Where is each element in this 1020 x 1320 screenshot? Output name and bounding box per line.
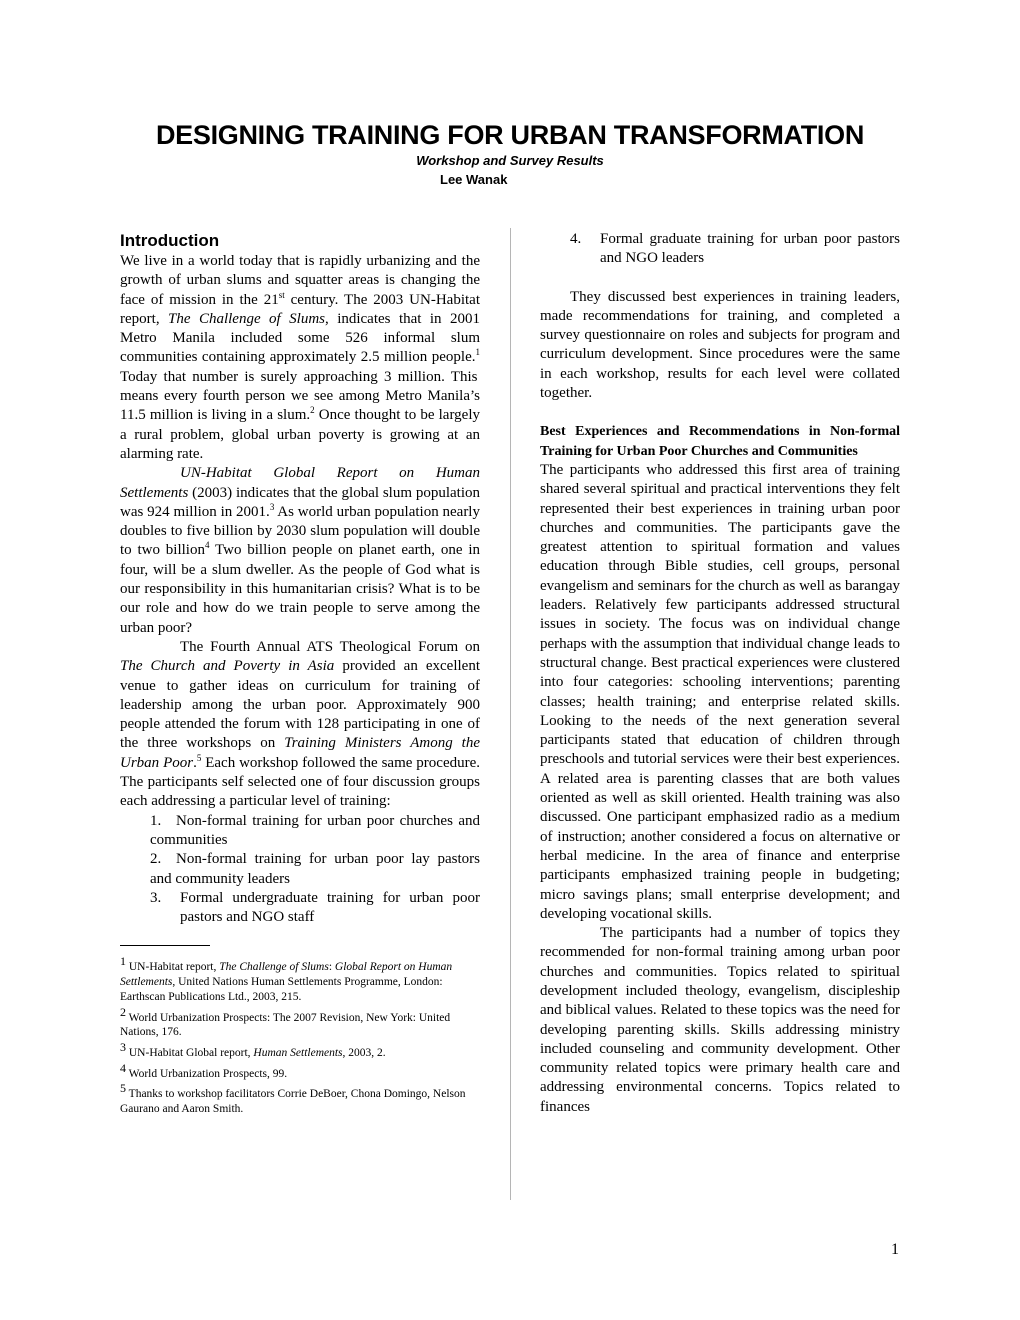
footnote-ref-2: 2 (310, 405, 315, 416)
footnote-ref-1: 1 (475, 347, 480, 358)
list-item: 4. Formal graduate training for urban poor pastors and NGO leaders (570, 231, 900, 267)
footnote-separator (120, 945, 210, 946)
column-divider (510, 228, 511, 1200)
intro-paragraph-1: We live in a world today that is rapidly urbanizing and the growth of urban slums and squatter areas is changing the face of mission in the 21st century. The 2003 UN-Habitat report, The Challenge of Slums, indicates that in 2001 Metro Manila included some 526 informal slum communities containing approximately 2.5 million people.$^1$ Today that number is surely approaching 3 million. This means every fourth person we see among Metro Manila’s 11.5 million is living in a slum.$^2$ Once thought to be largely a rural problem, global urban poverty is growing at an alarming rate. (120, 253, 480, 462)
footnote-2: 2 World Urbanization Prospects: The 2007 Revision, New York: United Nations, 176. (120, 1004, 451, 1039)
list-item: 2. Non-formal training for urban poor lay pastors and community leaders (150, 851, 480, 887)
training-levels-list (120, 812, 480, 928)
list-item: 3. Formal undergraduate training for urban poor pastors and NGO staff (150, 889, 480, 926)
footnote-ref-5: 5 (196, 752, 202, 763)
intro-paragraph-2: UN-Habitat Global Report on Human Settlements (2003) indicates that the global slum population was 924 million in 2001.$^3$ As world urban population nearly doubles to five billion by 2030 slum population will double to two billion$^4$ Two billion people on planet earth, one in four, will be a slum dweller. As the people of God what is our responsibility in this humanitarian crisis? What is to be our role and how do we train people to serve among the urban poor? (120, 465, 480, 636)
right-column (540, 230, 900, 1117)
page-number: 1 (891, 1241, 899, 1258)
list-item: 1. Non-formal training for urban poor churches and communities (150, 812, 480, 848)
document-subtitle: Workshop and Survey Results (416, 153, 604, 168)
footnote-1: 1 UN-Habitat report, The Challenge of Slums: Global Report on Human Settlements, United Nations Human Settlements Programme, London: Earthscan Publications Ltd., 2003, 215. (120, 954, 453, 1003)
section-subheading: Best Experiences and Recommendations in Non-formal Training for Urban Poor Churches and Communities (540, 424, 900, 459)
intro-paragraph-3: The Fourth Annual ATS Theological Forum on The Church and Poverty in Asia provided an excellent venue to gather ideas on curriculum for training of leadership among the urban poor. Approximately 900 people attended the forum with 128 participating in one of the three workshops on Training Ministers Among the Urban Poor.$^5$ Each workshop followed the same procedure. The participants self selected one of four discussion groups each addressing a particular level of training: (120, 638, 481, 810)
footnote-5: 5 Thanks to workshop facilitators Corrie DeBoer, Chona Domingo, Nelson Gaurano and Aaron Smith. (120, 1081, 466, 1115)
document-author: Lee Wanak (440, 172, 508, 187)
footnote-ref-4: 4 (204, 540, 210, 551)
recommendations-paragraph: The participants had a number of topics they recommended for non-formal training among urban poor churches and communities. Topics related to spiritual development included theology, evangelism, discipleship and biblical values. Related to these topics was the need for developing parenting skills. Skills addressing ministry included counseling and community development. Other community related topics were primary health care and addressing environmental concerns. Topics related to finances (540, 925, 900, 1115)
best-experiences-paragraph: The participants who addressed this first area of training shared several spiritual and practical interventions they felt represented their best experiences in training urban poor churches and communities. The participants gave the greatest attention to spiritual formation and values education through Bible studies, cell groups, personal evangelism and seminars for the church as well as barangay leaders. Relatively few participants addressed structural issues in society. The focus was on individual change perhaps with the assumption that individual change leads to structural change. Best practical experiences were clustered into four categories: schooling interventions; parenting classes; health training; and enterprise related skills. Looking to the needs of the next generation several participants stated that education of children through preschools and tutorial services were their best experiences. A related area is parenting classes that are both values oriented as well as skill oriented. Health training was also discussed. One participant emphasized radio as a medium of instruction; another considered a focus on alternative or herbal medicine. In the area of finance and enterprise participants emphasized training people in budgeting; micro savings plans; small enterprise development; and developing vocational skills. (540, 461, 900, 922)
document-title: DESIGNING TRAINING FOR URBAN TRANSFORMATION (155, 120, 865, 150)
footnote-ref-3: 3 (269, 501, 275, 512)
footnotes (120, 954, 480, 1116)
footnote-4: 4 World Urbanization Prospects, 99. (120, 1060, 288, 1080)
section-heading-introduction: Introduction (120, 231, 220, 250)
left-column (120, 230, 480, 1117)
footnote-3: 3 UN-Habitat Global report, Human Settlements, 2003, 2. (120, 1040, 386, 1059)
training-levels-list-continued (540, 230, 900, 269)
procedure-paragraph: They discussed best experiences in training leaders, made recommendations for training, and completed a survey questionnaire on roles and subjects for program and curriculum development. Since procedures were the same in each workshop, results for each level were collated together. (540, 288, 900, 402)
